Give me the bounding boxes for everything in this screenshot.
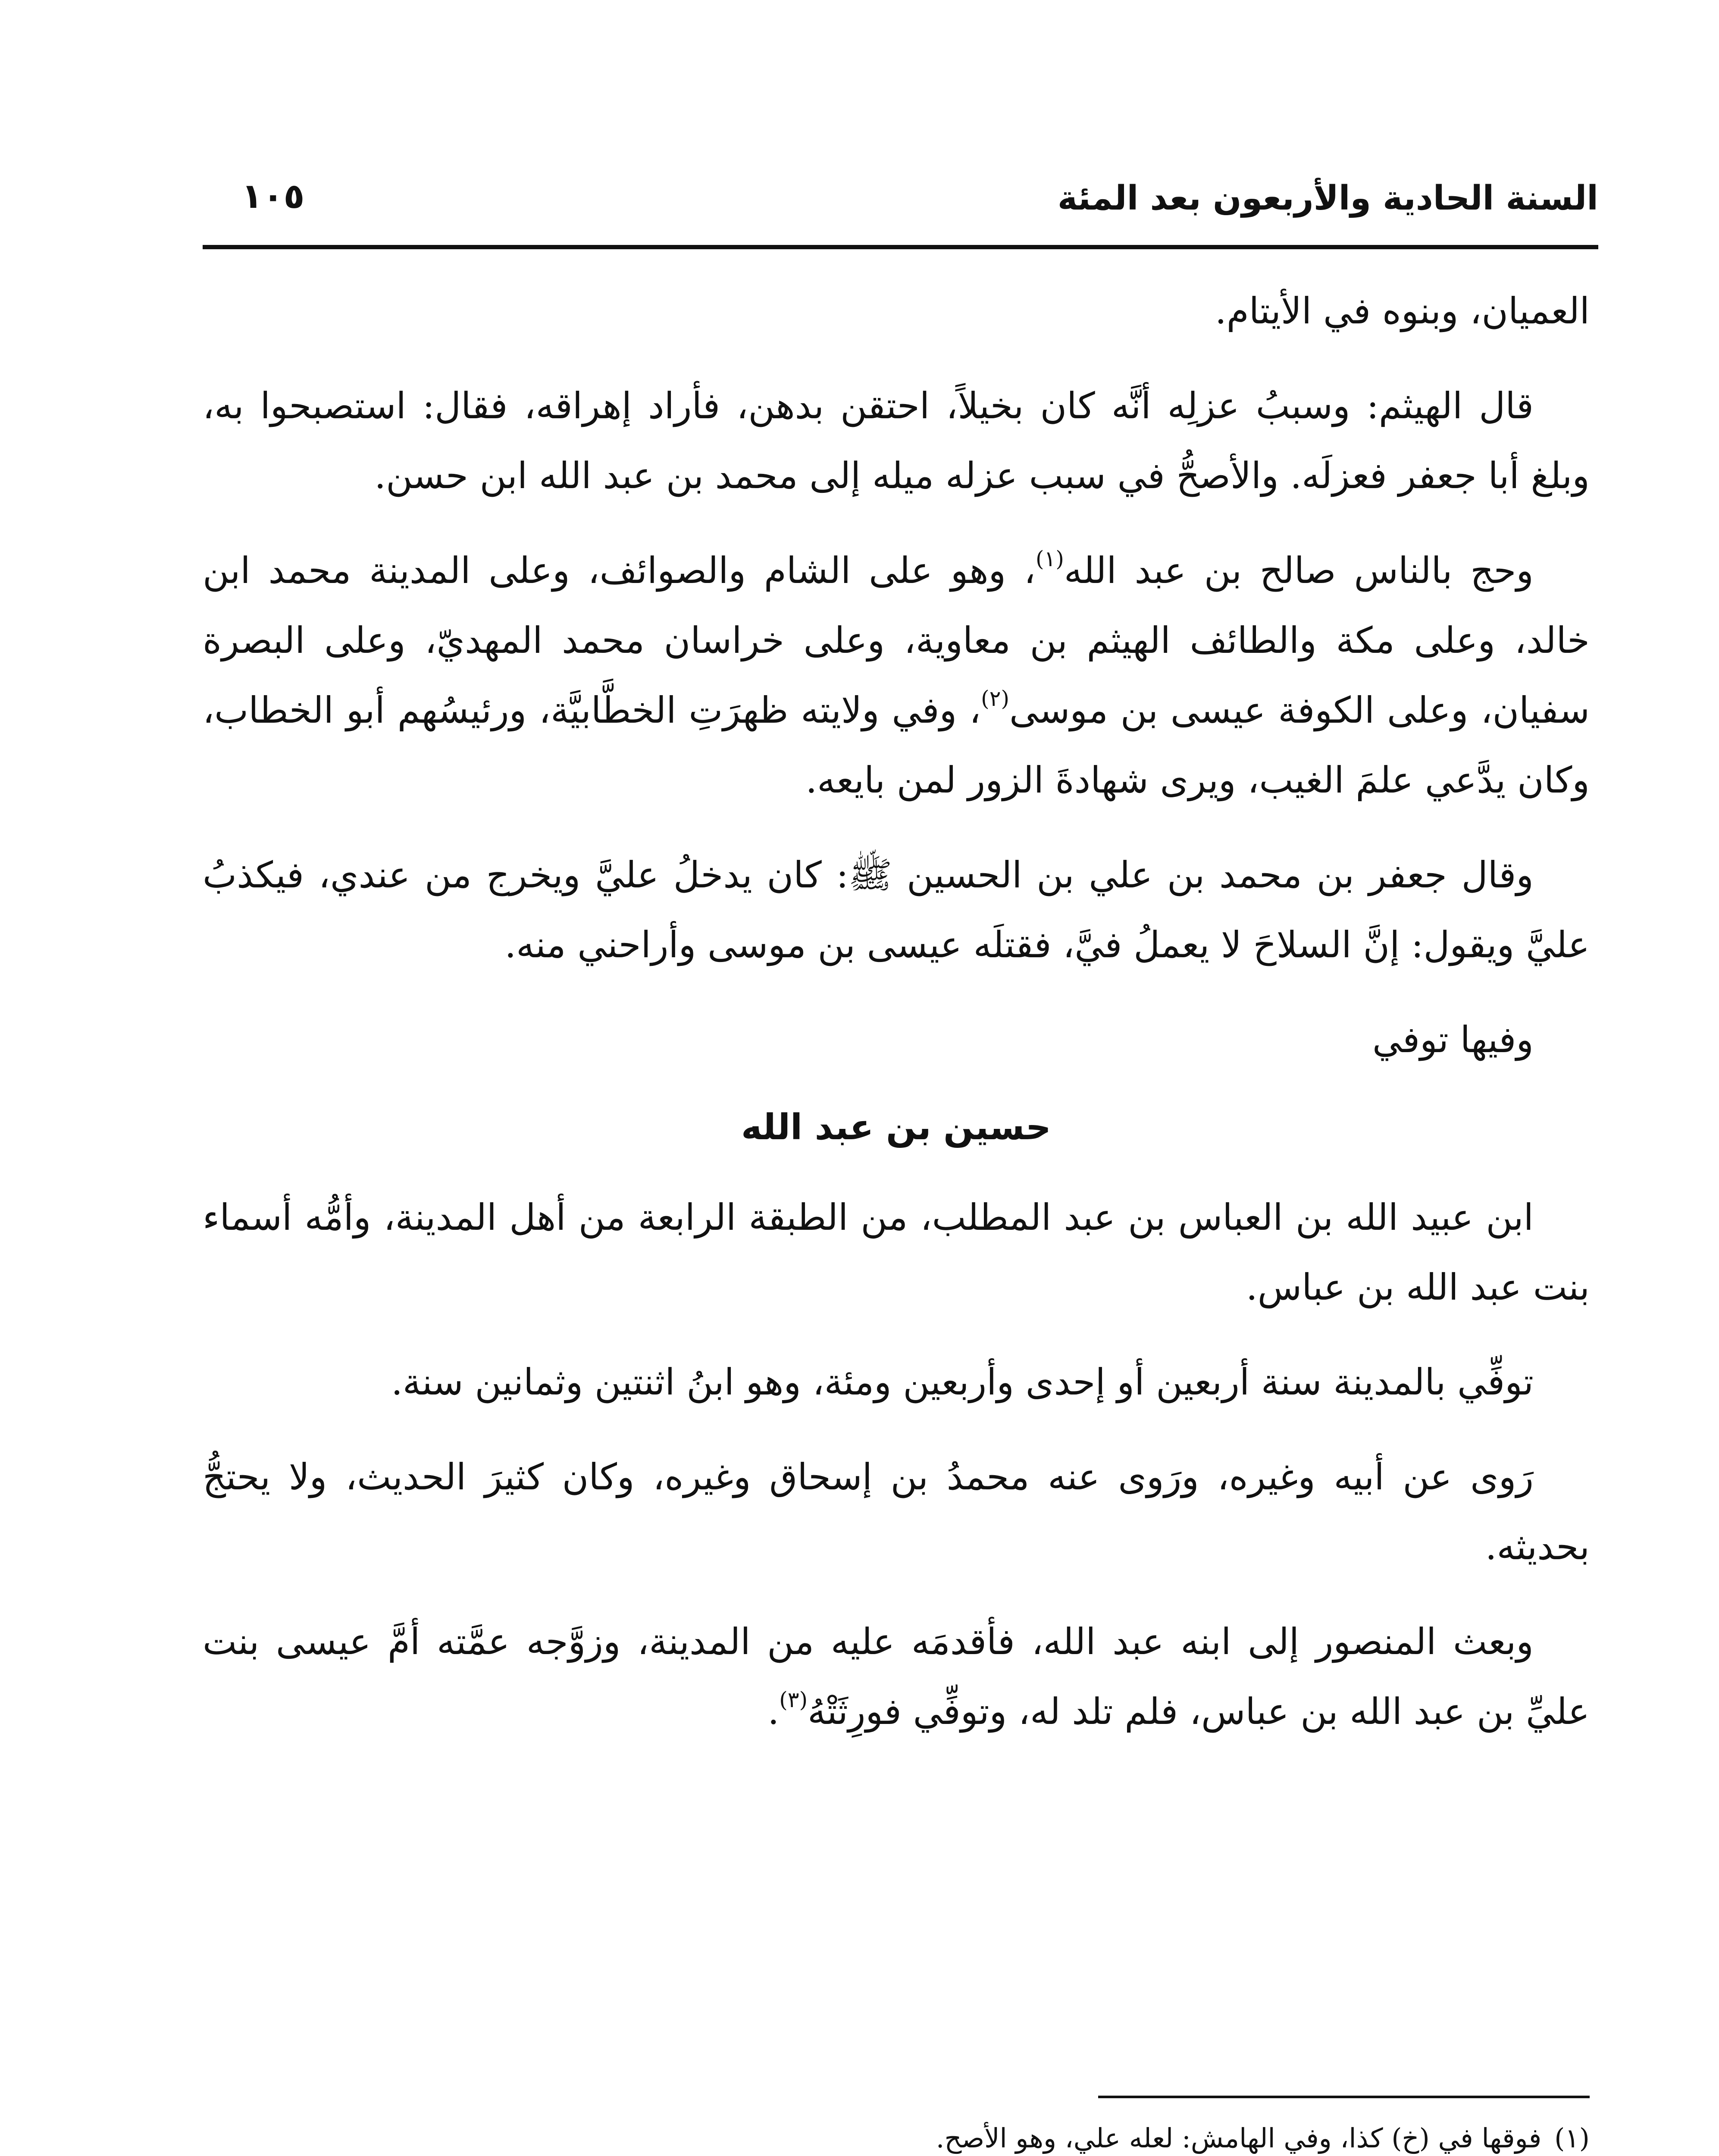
footnote-rule bbox=[1098, 2096, 1590, 2098]
paragraph-8: رَوى عن أبيه وغيره، ورَوى عنه محمدُ بن إسحاق وغيره، وكان كثيرَ الحديث، ولا يحتجُّ بحديثه. bbox=[203, 1456, 1590, 1568]
paragraph-3-part-b: ، وهو على الشام والصوائف، وعلى المدينة محمد ابن خالد، وعلى مكة والطائف الهيثم بن معاوية، وعلى خراسان محمد المهديّ، وعلى البصرة سفيان، وعلى الكوفة عيسى بن موسى bbox=[203, 549, 1590, 731]
paragraph-9-part-b: . bbox=[767, 1690, 780, 1733]
footnote-ref-1: (١) bbox=[1036, 546, 1064, 571]
paragraph-4: وقال جعفر بن محمد بن علي بن الحسين ﷺ: كان يدخلُ عليَّ ويخرج من عندي، فيكذبُ عليَّ ويقول: إنَّ السلاحَ لا يعملُ فيَّ، فقتلَه عيسى بن موسى وأراحني منه. bbox=[203, 854, 1590, 966]
section-heading: حسين بن عبد الله bbox=[741, 1107, 1051, 1148]
footnote-ref-3: (٣) bbox=[779, 1687, 808, 1712]
footnote-ref-2: (٢) bbox=[981, 686, 1010, 711]
paragraph-9 bbox=[203, 1607, 1590, 1746]
header-rule bbox=[203, 245, 1598, 249]
paragraph-7: توفِّي بالمدينة سنة أربعين أو إحدى وأربعين ومئة، وهو ابنُ اثنتين وثمانين سنة. bbox=[391, 1361, 1534, 1403]
footnote-1 bbox=[203, 2113, 1590, 2156]
page-number: ١٠٥ bbox=[241, 176, 305, 216]
running-title: السنة الحادية والأربعون بعد المئة bbox=[1057, 179, 1598, 218]
paragraph-3-part-c: ، وفي ولايته ظهرَتِ الخطَّابيَّة، ورئيسُهم أبو الخطاب، وكان يدَّعي علمَ الغيب، ويرى شهادةَ الزور لمن بايعه. bbox=[203, 689, 1590, 801]
paragraph-3-part-a: وحج بالناس صالح بن عبد الله bbox=[1064, 549, 1534, 592]
main-text bbox=[203, 276, 1590, 1771]
paragraph-5: وفيها توفي bbox=[1372, 1018, 1534, 1061]
paragraph-3 bbox=[203, 536, 1590, 815]
paragraph-2: قال الهيثم: وسببُ عزلِه أنَّه كان بخيلاً، احتقن بدهن، فأراد إهراقه، فقال: استصبحوا به، وبلغ أبا جعفر فعزلَه. والأصحُّ في سبب عزله ميله إلى محمد بن عبد الله ابن حسن. bbox=[203, 385, 1590, 497]
footnote-1-text: فوقها في (خ) كذا، وفي الهامش: لعله علي، وهو الأصح. bbox=[936, 2122, 1542, 2154]
paragraph-1: العميان، وبنوه في الأيتام. bbox=[1215, 290, 1590, 332]
footnotes bbox=[203, 2113, 1590, 2156]
footnote-1-number: (١) bbox=[1554, 2122, 1590, 2154]
paragraph-6: ابن عبيد الله بن العباس بن عبد المطلب، من الطبقة الرابعة من أهل المدينة، وأمُّه أسماء بنت عبد الله بن عباس. bbox=[203, 1196, 1590, 1308]
paragraph-9-part-a: وبعث المنصور إلى ابنه عبد الله، فأقدمَه عليه من المدينة، وزوَّجه عمَّته أمَّ عيسى بنت عليِّ بن عبد الله بن عباس، فلم تلد له، وتوفِّي فورِثَتْهُ bbox=[203, 1620, 1590, 1733]
